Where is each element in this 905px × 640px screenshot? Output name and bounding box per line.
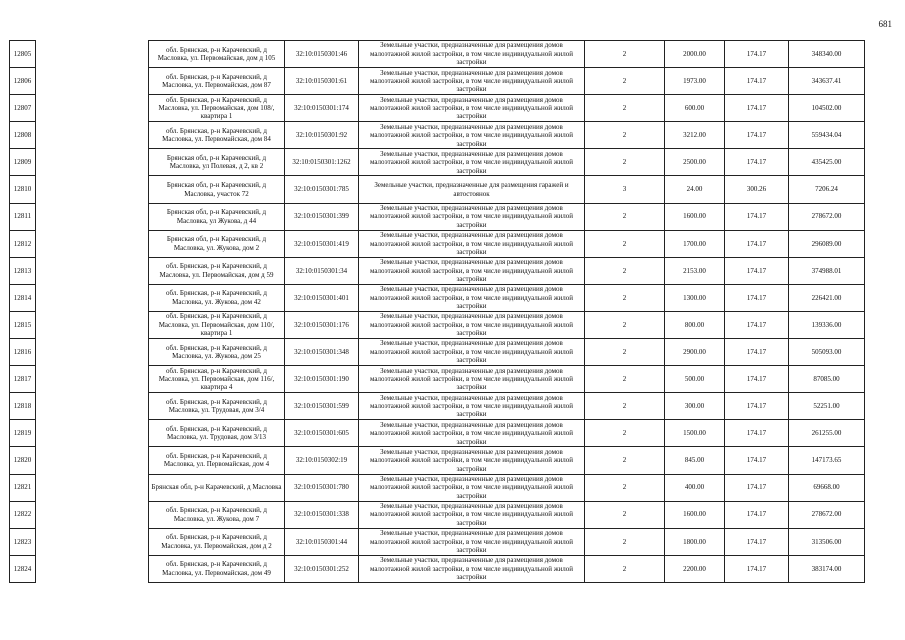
cadastral-number-cell: 32:10:0150301:46 [285, 41, 359, 68]
rate-cell: 174.17 [725, 284, 789, 311]
cadastral-number-cell: 32:10:0150301:419 [285, 230, 359, 257]
land-use-cell: Земельные участки, предназначенные для размещения домов малоэтажной жилой застройки, в том числе индивидуальной жилой застройки [359, 230, 585, 257]
address-cell: обл. Брянская, р-н Карачевский, д Масловка, ул. Жукова, дом 42 [149, 284, 285, 311]
address-cell: обл. Брянская, р-н Карачевский, д Масловка, ул. Первомайская, дом 4 [149, 447, 285, 474]
cadastral-number-cell: 32:10:0150301:348 [285, 339, 359, 366]
land-use-cell: Земельные участки, предназначенные для размещения домов малоэтажной жилой застройки, в том числе индивидуальной жилой застройки [359, 420, 585, 447]
row-number-cell: 12820 [10, 447, 36, 474]
cadastral-number-cell: 32:10:0150301:44 [285, 528, 359, 555]
row-number-cell: 12806 [10, 68, 36, 95]
address-cell: обл. Брянская, р-н Карачевский, д Масловка, ул. Первомайская, дом 84 [149, 122, 285, 149]
cadastral-number-cell: 32:10:0150301:780 [285, 474, 359, 501]
cadastral-number-cell: 32:10:0150301:1262 [285, 149, 359, 176]
cadastral-number-cell: 32:10:0150301:174 [285, 95, 359, 122]
cadastral-number-cell: 32:10:0150301:399 [285, 203, 359, 230]
rate-cell: 174.17 [725, 230, 789, 257]
column-gap [36, 393, 149, 420]
column-gap [36, 68, 149, 95]
cadastral-value-cell: 278672.00 [789, 501, 865, 528]
address-cell: обл. Брянская, р-н Карачевский, д Масловка, ул. Жукова, дом 25 [149, 339, 285, 366]
rate-cell: 174.17 [725, 420, 789, 447]
cadastral-value-table [9, 40, 865, 583]
land-use-cell: Земельные участки, предназначенные для размещения домов малоэтажной жилой застройки, в том числе индивидуальной жилой застройки [359, 339, 585, 366]
cadastral-number-cell: 32:10:0150301:401 [285, 284, 359, 311]
row-number-cell: 12812 [10, 230, 36, 257]
area-cell: 1300.00 [665, 284, 725, 311]
row-number-cell: 12807 [10, 95, 36, 122]
row-number-cell: 12818 [10, 393, 36, 420]
column-gap [36, 420, 149, 447]
area-cell: 24.00 [665, 176, 725, 203]
area-cell: 500.00 [665, 366, 725, 393]
table-row [10, 68, 865, 95]
row-number-cell: 12816 [10, 339, 36, 366]
cadastral-number-cell: 32:10:0150301:92 [285, 122, 359, 149]
category-cell: 2 [585, 68, 665, 95]
rate-cell: 174.17 [725, 393, 789, 420]
column-gap [36, 555, 149, 582]
row-number-cell: 12815 [10, 311, 36, 338]
table-row [10, 311, 865, 338]
table-row [10, 447, 865, 474]
column-gap [36, 447, 149, 474]
category-cell: 2 [585, 203, 665, 230]
column-gap [36, 528, 149, 555]
address-cell: обл. Брянская, р-н Карачевский, д Масловка, ул. Первомайская, дом 108/, квартира 1 [149, 95, 285, 122]
row-number-cell: 12817 [10, 366, 36, 393]
table-row [10, 420, 865, 447]
row-number-cell: 12813 [10, 257, 36, 284]
land-use-cell: Земельные участки, предназначенные для размещения домов малоэтажной жилой застройки, в том числе индивидуальной жилой застройки [359, 555, 585, 582]
land-use-cell: Земельные участки, предназначенные для размещения домов малоэтажной жилой застройки, в том числе индивидуальной жилой застройки [359, 311, 585, 338]
cadastral-value-cell: 69668.00 [789, 474, 865, 501]
area-cell: 800.00 [665, 311, 725, 338]
area-cell: 1973.00 [665, 68, 725, 95]
category-cell: 2 [585, 555, 665, 582]
category-cell: 2 [585, 393, 665, 420]
cadastral-value-cell: 139336.00 [789, 311, 865, 338]
cadastral-value-cell: 87085.00 [789, 366, 865, 393]
cadastral-value-cell: 7206.24 [789, 176, 865, 203]
column-gap [36, 284, 149, 311]
row-number-cell: 12824 [10, 555, 36, 582]
table-row [10, 176, 865, 203]
column-gap [36, 203, 149, 230]
column-gap [36, 230, 149, 257]
table-body [10, 41, 865, 583]
category-cell: 2 [585, 311, 665, 338]
address-cell: Брянская обл, р-н Карачевский, д Масловка, участок 72 [149, 176, 285, 203]
address-cell: обл. Брянская, р-н Карачевский, д Масловка, ул. Жукова, дом 7 [149, 501, 285, 528]
row-number-cell: 12822 [10, 501, 36, 528]
row-number-cell: 12808 [10, 122, 36, 149]
rate-cell: 174.17 [725, 339, 789, 366]
area-cell: 300.00 [665, 393, 725, 420]
cadastral-number-cell: 32:10:0150301:605 [285, 420, 359, 447]
address-cell: обл. Брянская, р-н Карачевский, д Масловка, ул. Трудовая, дом 3/13 [149, 420, 285, 447]
category-cell: 2 [585, 447, 665, 474]
column-gap [36, 95, 149, 122]
rate-cell: 174.17 [725, 122, 789, 149]
column-gap [36, 257, 149, 284]
area-cell: 2153.00 [665, 257, 725, 284]
table-row [10, 339, 865, 366]
area-cell: 3212.00 [665, 122, 725, 149]
address-cell: обл. Брянская, р-н Карачевский, д Масловка, ул. Первомайская, дом 49 [149, 555, 285, 582]
table-row [10, 257, 865, 284]
land-use-cell: Земельные участки, предназначенные для размещения домов малоэтажной жилой застройки, в том числе индивидуальной жилой застройки [359, 284, 585, 311]
row-number-cell: 12809 [10, 149, 36, 176]
land-use-cell: Земельные участки, предназначенные для размещения домов малоэтажной жилой застройки, в том числе индивидуальной жилой застройки [359, 41, 585, 68]
address-cell: обл. Брянская, р-н Карачевский, д Масловка, ул. Трудовая, дом 3/4 [149, 393, 285, 420]
address-cell: обл. Брянская, р-н Карачевский, д Масловка, ул. Первомайская, дом 116/, квартира 4 [149, 366, 285, 393]
table-row [10, 149, 865, 176]
rate-cell: 174.17 [725, 474, 789, 501]
row-number-cell: 12819 [10, 420, 36, 447]
cadastral-value-cell: 559434.04 [789, 122, 865, 149]
cadastral-value-cell: 313506.00 [789, 528, 865, 555]
address-cell: обл. Брянская, р-н Карачевский, д Масловка, ул. Первомайская, дом 110/, квартира 1 [149, 311, 285, 338]
category-cell: 2 [585, 339, 665, 366]
column-gap [36, 122, 149, 149]
rate-cell: 174.17 [725, 68, 789, 95]
table-row [10, 203, 865, 230]
rate-cell: 174.17 [725, 95, 789, 122]
cadastral-number-cell: 32:10:0150301:599 [285, 393, 359, 420]
column-gap [36, 501, 149, 528]
area-cell: 400.00 [665, 474, 725, 501]
rate-cell: 174.17 [725, 311, 789, 338]
rate-cell: 174.17 [725, 501, 789, 528]
category-cell: 2 [585, 284, 665, 311]
column-gap [36, 149, 149, 176]
page-number: 681 [878, 19, 892, 29]
cadastral-number-cell: 32:10:0150302:19 [285, 447, 359, 474]
category-cell: 2 [585, 501, 665, 528]
cadastral-value-cell: 343637.41 [789, 68, 865, 95]
row-number-cell: 12810 [10, 176, 36, 203]
cadastral-value-cell: 52251.00 [789, 393, 865, 420]
area-cell: 845.00 [665, 447, 725, 474]
cadastral-number-cell: 32:10:0150301:34 [285, 257, 359, 284]
category-cell: 2 [585, 95, 665, 122]
row-number-cell: 12805 [10, 41, 36, 68]
column-gap [36, 366, 149, 393]
rate-cell: 174.17 [725, 366, 789, 393]
land-use-cell: Земельные участки, предназначенные для размещения домов малоэтажной жилой застройки, в том числе индивидуальной жилой застройки [359, 474, 585, 501]
column-gap [36, 41, 149, 68]
category-cell: 2 [585, 420, 665, 447]
category-cell: 2 [585, 41, 665, 68]
area-cell: 1800.00 [665, 528, 725, 555]
rate-cell: 300.26 [725, 176, 789, 203]
area-cell: 1600.00 [665, 501, 725, 528]
cadastral-number-cell: 32:10:0150301:176 [285, 311, 359, 338]
table-row [10, 366, 865, 393]
table-row [10, 122, 865, 149]
table-row [10, 474, 865, 501]
cadastral-number-cell: 32:10:0150301:61 [285, 68, 359, 95]
area-cell: 2000.00 [665, 41, 725, 68]
rate-cell: 174.17 [725, 257, 789, 284]
area-cell: 1700.00 [665, 230, 725, 257]
land-use-cell: Земельные участки, предназначенные для размещения домов малоэтажной жилой застройки, в том числе индивидуальной жилой застройки [359, 68, 585, 95]
table-row [10, 41, 865, 68]
category-cell: 2 [585, 230, 665, 257]
cadastral-number-cell: 32:10:0150301:252 [285, 555, 359, 582]
table-row [10, 230, 865, 257]
land-use-cell: Земельные участки, предназначенные для размещения домов малоэтажной жилой застройки, в том числе индивидуальной жилой застройки [359, 122, 585, 149]
address-cell: обл. Брянская, р-н Карачевский, д Масловка, ул. Первомайская, дом 87 [149, 68, 285, 95]
address-cell: обл. Брянская, р-н Карачевский, д Масловка, ул. Первомайская, дом д 105 [149, 41, 285, 68]
cadastral-value-cell: 348340.00 [789, 41, 865, 68]
table-row [10, 501, 865, 528]
land-use-cell: Земельные участки, предназначенные для размещения домов малоэтажной жилой застройки, в том числе индивидуальной жилой застройки [359, 447, 585, 474]
row-number-cell: 12821 [10, 474, 36, 501]
land-use-cell: Земельные участки, предназначенные для размещения домов малоэтажной жилой застройки, в том числе индивидуальной жилой застройки [359, 528, 585, 555]
land-use-cell: Земельные участки, предназначенные для размещения домов малоэтажной жилой застройки, в том числе индивидуальной жилой застройки [359, 257, 585, 284]
area-cell: 2900.00 [665, 339, 725, 366]
cadastral-value-cell: 296089.00 [789, 230, 865, 257]
cadastral-number-cell: 32:10:0150301:190 [285, 366, 359, 393]
cadastral-number-cell: 32:10:0150301:338 [285, 501, 359, 528]
rate-cell: 174.17 [725, 41, 789, 68]
table-row [10, 393, 865, 420]
table-row [10, 528, 865, 555]
land-use-cell: Земельные участки, предназначенные для размещения гаражей и автостоянок [359, 176, 585, 203]
rate-cell: 174.17 [725, 447, 789, 474]
address-cell: Брянская обл, р-н Карачевский, д Масловка, ул. Жукова, дом 2 [149, 230, 285, 257]
category-cell: 2 [585, 474, 665, 501]
cadastral-value-cell: 383174.00 [789, 555, 865, 582]
cadastral-value-cell: 226421.00 [789, 284, 865, 311]
cadastral-value-cell: 278672.00 [789, 203, 865, 230]
cadastral-value-cell: 435425.00 [789, 149, 865, 176]
cadastral-value-cell: 147173.65 [789, 447, 865, 474]
cadastral-value-cell: 374988.01 [789, 257, 865, 284]
land-use-cell: Земельные участки, предназначенные для размещения домов малоэтажной жилой застройки, в том числе индивидуальной жилой застройки [359, 203, 585, 230]
address-cell: Брянская обл, р-н Карачевский, д Масловка [149, 474, 285, 501]
area-cell: 2500.00 [665, 149, 725, 176]
table-row [10, 555, 865, 582]
cadastral-value-cell: 261255.00 [789, 420, 865, 447]
address-cell: обл. Брянская, р-н Карачевский, д Масловка, ул. Первомайская, дом д 59 [149, 257, 285, 284]
area-cell: 2200.00 [665, 555, 725, 582]
row-number-cell: 12823 [10, 528, 36, 555]
column-gap [36, 176, 149, 203]
address-cell: Брянская обл, р-н Карачевский, д Масловка, ул Жукова, д 44 [149, 203, 285, 230]
cadastral-number-cell: 32:10:0150301:785 [285, 176, 359, 203]
land-use-cell: Земельные участки, предназначенные для размещения домов малоэтажной жилой застройки, в том числе индивидуальной жилой застройки [359, 501, 585, 528]
land-use-cell: Земельные участки, предназначенные для размещения домов малоэтажной жилой застройки, в том числе индивидуальной жилой застройки [359, 366, 585, 393]
address-cell: Брянская обл, р-н Карачевский, д Масловка, ул Полевая, д 2, кв 2 [149, 149, 285, 176]
land-use-cell: Земельные участки, предназначенные для размещения домов малоэтажной жилой застройки, в том числе индивидуальной жилой застройки [359, 149, 585, 176]
rate-cell: 174.17 [725, 149, 789, 176]
land-use-cell: Земельные участки, предназначенные для размещения домов малоэтажной жилой застройки, в том числе индивидуальной жилой застройки [359, 393, 585, 420]
row-number-cell: 12811 [10, 203, 36, 230]
rate-cell: 174.17 [725, 203, 789, 230]
category-cell: 2 [585, 528, 665, 555]
column-gap [36, 311, 149, 338]
category-cell: 2 [585, 149, 665, 176]
area-cell: 1600.00 [665, 203, 725, 230]
area-cell: 600.00 [665, 95, 725, 122]
cadastral-value-cell: 505093.00 [789, 339, 865, 366]
address-cell: обл. Брянская, р-н Карачевский, д Масловка, ул. Первомайская, дом д 2 [149, 528, 285, 555]
table-row [10, 284, 865, 311]
area-cell: 1500.00 [665, 420, 725, 447]
category-cell: 3 [585, 176, 665, 203]
cadastral-value-cell: 104502.00 [789, 95, 865, 122]
category-cell: 2 [585, 122, 665, 149]
row-number-cell: 12814 [10, 284, 36, 311]
column-gap [36, 474, 149, 501]
table-row [10, 95, 865, 122]
land-use-cell: Земельные участки, предназначенные для размещения домов малоэтажной жилой застройки, в том числе индивидуальной жилой застройки [359, 95, 585, 122]
rate-cell: 174.17 [725, 528, 789, 555]
category-cell: 2 [585, 257, 665, 284]
category-cell: 2 [585, 366, 665, 393]
rate-cell: 174.17 [725, 555, 789, 582]
column-gap [36, 339, 149, 366]
